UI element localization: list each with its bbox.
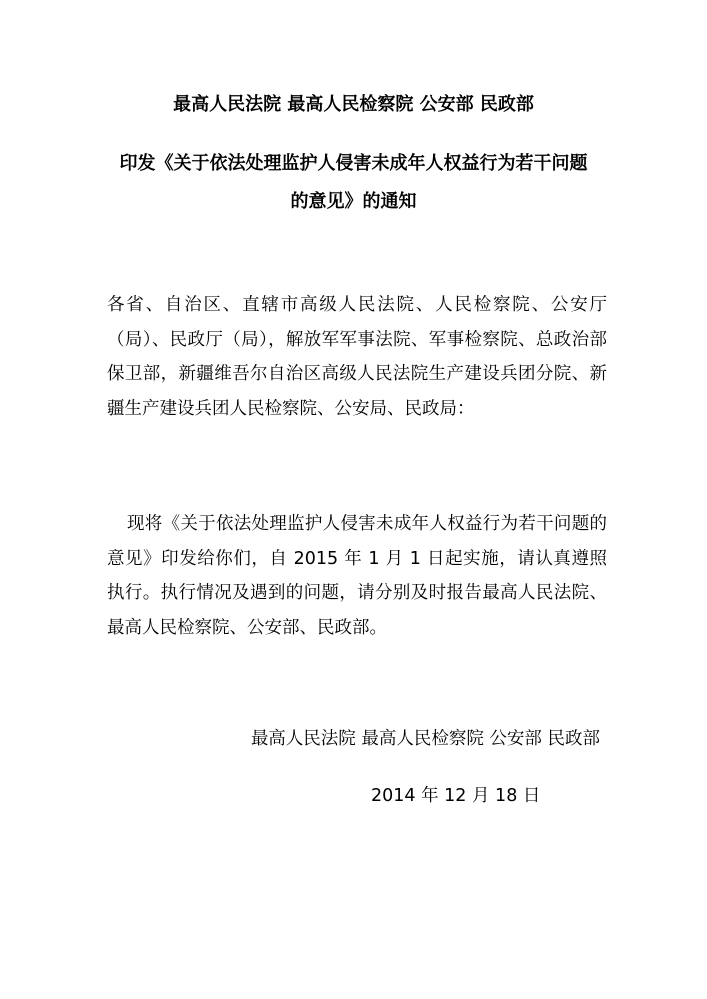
issuing-authorities-heading: 最高人民法院 最高人民检察院 公安部 民政部 — [173, 94, 534, 115]
signature-date: 2014 年 12 月 18 日 — [371, 786, 541, 806]
signature-authorities: 最高人民法院 最高人民检察院 公安部 民政部 — [250, 729, 600, 749]
notice-title — [0, 145, 707, 221]
addressees-paragraph: 各省、自治区、直辖市高级人民法院、人民检察院、公安厅（局）、民政厅（局），解放军军事法院、军事检察院、总政治部保卫部，新疆维吾尔自治区高级人民法院生产建设兵团分院、新疆生产建设兵团人民检察院、公安局、民政局： — [107, 295, 607, 419]
body-paragraph: 现将《关于依法处理监护人侵害未成年人权益行为若干问题的意见》印发给你们，自 2015 年 1 月 1 日起实施，请认真遵照执行。执行情况及遇到的问题，请分别及时报告最高人民法院、最高人民检察院、公安部、民政部。 — [107, 514, 607, 638]
notice-title-line-2: 的意见》的通知 — [290, 191, 417, 212]
notice-title-line-1: 印发《关于依法处理监护人侵害未成年人权益行为若干问题 — [119, 153, 588, 174]
